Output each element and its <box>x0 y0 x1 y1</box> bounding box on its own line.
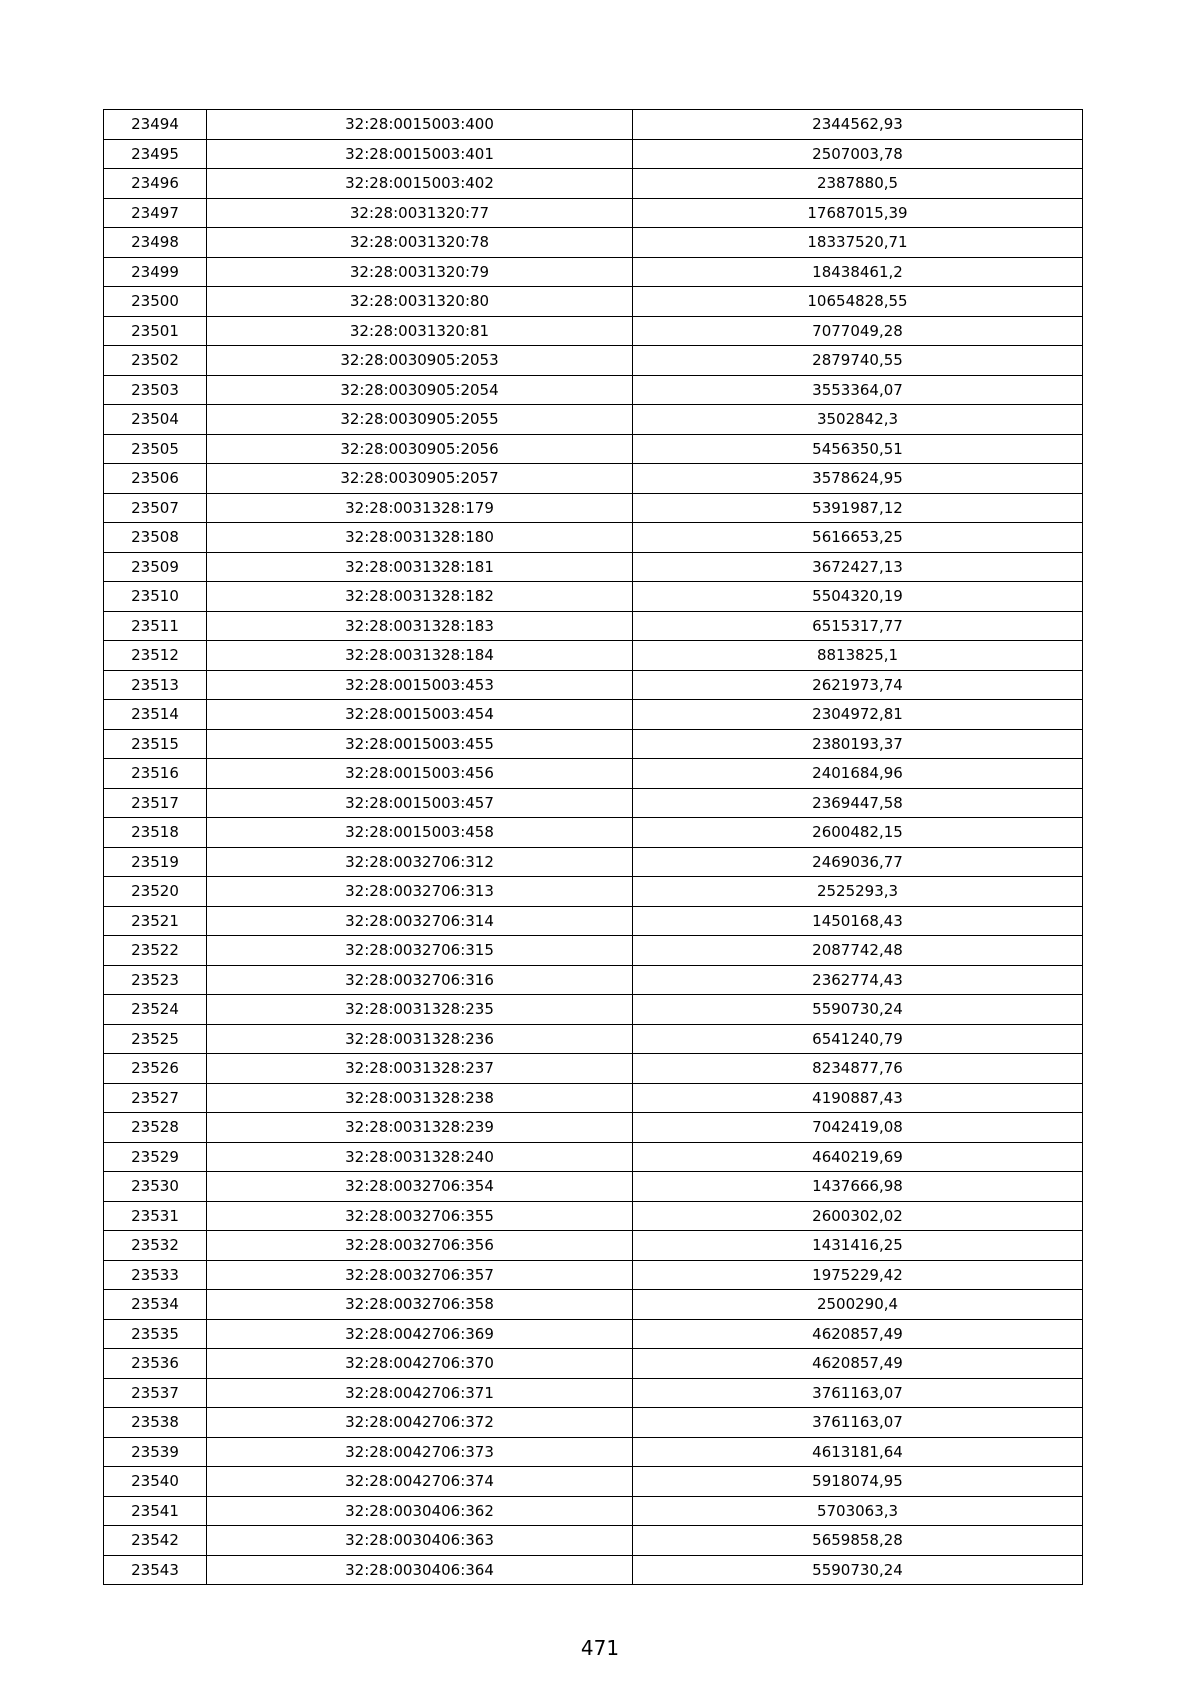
value-cell: 3761163,07 <box>633 1378 1083 1408</box>
row-number-cell: 23504 <box>104 405 207 435</box>
table-row <box>104 1172 1083 1202</box>
row-number-cell: 23535 <box>104 1319 207 1349</box>
table-row <box>104 1437 1083 1467</box>
row-number-cell: 23516 <box>104 759 207 789</box>
value-cell: 4620857,49 <box>633 1349 1083 1379</box>
table-row <box>104 346 1083 376</box>
value-cell: 8234877,76 <box>633 1054 1083 1084</box>
row-number-cell: 23536 <box>104 1349 207 1379</box>
table-row <box>104 552 1083 582</box>
cadastral-number-cell: 32:28:0015003:458 <box>207 818 633 848</box>
value-cell: 4190887,43 <box>633 1083 1083 1113</box>
cadastral-number-cell: 32:28:0042706:370 <box>207 1349 633 1379</box>
table-row <box>104 1496 1083 1526</box>
cadastral-number-cell: 32:28:0032706:356 <box>207 1231 633 1261</box>
value-cell: 2304972,81 <box>633 700 1083 730</box>
cadastral-number-cell: 32:28:0031328:183 <box>207 611 633 641</box>
table-row <box>104 110 1083 140</box>
table-row <box>104 788 1083 818</box>
table-row <box>104 287 1083 317</box>
row-number-cell: 23495 <box>104 139 207 169</box>
value-cell: 3578624,95 <box>633 464 1083 494</box>
row-number-cell: 23509 <box>104 552 207 582</box>
cadastral-number-cell: 32:28:0015003:401 <box>207 139 633 169</box>
row-number-cell: 23502 <box>104 346 207 376</box>
cadastral-number-cell: 32:28:0031320:77 <box>207 198 633 228</box>
table-row <box>104 1083 1083 1113</box>
value-cell: 2087742,48 <box>633 936 1083 966</box>
value-cell: 1437666,98 <box>633 1172 1083 1202</box>
cadastral-number-cell: 32:28:0031328:236 <box>207 1024 633 1054</box>
value-cell: 6515317,77 <box>633 611 1083 641</box>
table-row <box>104 405 1083 435</box>
cadastral-number-cell: 32:28:0031328:239 <box>207 1113 633 1143</box>
row-number-cell: 23538 <box>104 1408 207 1438</box>
value-cell: 8813825,1 <box>633 641 1083 671</box>
row-number-cell: 23519 <box>104 847 207 877</box>
table-row <box>104 1555 1083 1585</box>
value-cell: 5918074,95 <box>633 1467 1083 1497</box>
row-number-cell: 23529 <box>104 1142 207 1172</box>
row-number-cell: 23497 <box>104 198 207 228</box>
value-cell: 18438461,2 <box>633 257 1083 287</box>
value-cell: 4640219,69 <box>633 1142 1083 1172</box>
cadastral-number-cell: 32:28:0031328:237 <box>207 1054 633 1084</box>
row-number-cell: 23537 <box>104 1378 207 1408</box>
row-number-cell: 23506 <box>104 464 207 494</box>
row-number-cell: 23539 <box>104 1437 207 1467</box>
cadastral-number-cell: 32:28:0032706:314 <box>207 906 633 936</box>
row-number-cell: 23531 <box>104 1201 207 1231</box>
cadastral-number-cell: 32:28:0031328:240 <box>207 1142 633 1172</box>
table-row <box>104 759 1083 789</box>
value-cell: 2380193,37 <box>633 729 1083 759</box>
table-row <box>104 641 1083 671</box>
table-row <box>104 582 1083 612</box>
row-number-cell: 23518 <box>104 818 207 848</box>
value-cell: 7042419,08 <box>633 1113 1083 1143</box>
table-row <box>104 1201 1083 1231</box>
row-number-cell: 23511 <box>104 611 207 641</box>
table-row <box>104 1290 1083 1320</box>
row-number-cell: 23524 <box>104 995 207 1025</box>
table-row <box>104 257 1083 287</box>
value-cell: 5616653,25 <box>633 523 1083 553</box>
value-cell: 18337520,71 <box>633 228 1083 258</box>
table-row <box>104 493 1083 523</box>
row-number-cell: 23528 <box>104 1113 207 1143</box>
table-row <box>104 877 1083 907</box>
table-row <box>104 1349 1083 1379</box>
value-cell: 4613181,64 <box>633 1437 1083 1467</box>
table-row <box>104 316 1083 346</box>
cadastral-number-cell: 32:28:0030905:2054 <box>207 375 633 405</box>
table-row <box>104 1408 1083 1438</box>
value-cell: 2362774,43 <box>633 965 1083 995</box>
row-number-cell: 23542 <box>104 1526 207 1556</box>
row-number-cell: 23513 <box>104 670 207 700</box>
cadastral-number-cell: 32:28:0031328:235 <box>207 995 633 1025</box>
value-cell: 1975229,42 <box>633 1260 1083 1290</box>
table-row <box>104 198 1083 228</box>
row-number-cell: 23508 <box>104 523 207 553</box>
row-number-cell: 23496 <box>104 169 207 199</box>
row-number-cell: 23533 <box>104 1260 207 1290</box>
value-cell: 2507003,78 <box>633 139 1083 169</box>
row-number-cell: 23494 <box>104 110 207 140</box>
value-cell: 3761163,07 <box>633 1408 1083 1438</box>
table-row <box>104 670 1083 700</box>
cadastral-number-cell: 32:28:0030905:2055 <box>207 405 633 435</box>
cadastral-number-cell: 32:28:0030905:2056 <box>207 434 633 464</box>
value-cell: 3553364,07 <box>633 375 1083 405</box>
value-cell: 10654828,55 <box>633 287 1083 317</box>
table-row <box>104 464 1083 494</box>
value-cell: 5703063,3 <box>633 1496 1083 1526</box>
cadastral-number-cell: 32:28:0031320:79 <box>207 257 633 287</box>
row-number-cell: 23512 <box>104 641 207 671</box>
row-number-cell: 23541 <box>104 1496 207 1526</box>
value-cell: 5590730,24 <box>633 995 1083 1025</box>
row-number-cell: 23521 <box>104 906 207 936</box>
value-cell: 5391987,12 <box>633 493 1083 523</box>
value-cell: 2469036,77 <box>633 847 1083 877</box>
table-row <box>104 729 1083 759</box>
value-cell: 4620857,49 <box>633 1319 1083 1349</box>
table-row <box>104 523 1083 553</box>
page-number: 471 <box>580 1636 620 1660</box>
cadastral-number-cell: 32:28:0032706:358 <box>207 1290 633 1320</box>
row-number-cell: 23522 <box>104 936 207 966</box>
cadastral-number-cell: 32:28:0030905:2053 <box>207 346 633 376</box>
value-cell: 1431416,25 <box>633 1231 1083 1261</box>
table-row <box>104 1526 1083 1556</box>
row-number-cell: 23501 <box>104 316 207 346</box>
cadastral-number-cell: 32:28:0042706:371 <box>207 1378 633 1408</box>
row-number-cell: 23517 <box>104 788 207 818</box>
cadastral-number-cell: 32:28:0015003:457 <box>207 788 633 818</box>
cadastral-number-cell: 32:28:0032706:357 <box>207 1260 633 1290</box>
row-number-cell: 23510 <box>104 582 207 612</box>
table-row <box>104 818 1083 848</box>
cadastral-number-cell: 32:28:0031320:81 <box>207 316 633 346</box>
cadastral-number-cell: 32:28:0032706:354 <box>207 1172 633 1202</box>
value-cell: 1450168,43 <box>633 906 1083 936</box>
cadastral-number-cell: 32:28:0015003:402 <box>207 169 633 199</box>
cadastral-number-cell: 32:28:0042706:369 <box>207 1319 633 1349</box>
cadastral-number-cell: 32:28:0031328:181 <box>207 552 633 582</box>
table-row <box>104 611 1083 641</box>
value-cell: 7077049,28 <box>633 316 1083 346</box>
value-cell: 2344562,93 <box>633 110 1083 140</box>
value-cell: 5456350,51 <box>633 434 1083 464</box>
cadastral-number-cell: 32:28:0031320:80 <box>207 287 633 317</box>
value-cell: 5504320,19 <box>633 582 1083 612</box>
value-cell: 2500290,4 <box>633 1290 1083 1320</box>
row-number-cell: 23505 <box>104 434 207 464</box>
table-row <box>104 169 1083 199</box>
table-row <box>104 434 1083 464</box>
cadastral-number-cell: 32:28:0031320:78 <box>207 228 633 258</box>
value-cell: 5659858,28 <box>633 1526 1083 1556</box>
cadastral-number-cell: 32:28:0031328:180 <box>207 523 633 553</box>
row-number-cell: 23515 <box>104 729 207 759</box>
cadastral-number-cell: 32:28:0015003:455 <box>207 729 633 759</box>
row-number-cell: 23527 <box>104 1083 207 1113</box>
value-cell: 2879740,55 <box>633 346 1083 376</box>
cadastral-number-cell: 32:28:0032706:313 <box>207 877 633 907</box>
row-number-cell: 23543 <box>104 1555 207 1585</box>
cadastral-number-cell: 32:28:0015003:400 <box>207 110 633 140</box>
table-row <box>104 847 1083 877</box>
cadastral-number-cell: 32:28:0015003:453 <box>207 670 633 700</box>
table-row <box>104 375 1083 405</box>
row-number-cell: 23525 <box>104 1024 207 1054</box>
row-number-cell: 23530 <box>104 1172 207 1202</box>
value-cell: 6541240,79 <box>633 1024 1083 1054</box>
cadastral-number-cell: 32:28:0030406:364 <box>207 1555 633 1585</box>
value-cell: 5590730,24 <box>633 1555 1083 1585</box>
table-row <box>104 906 1083 936</box>
row-number-cell: 23514 <box>104 700 207 730</box>
row-number-cell: 23520 <box>104 877 207 907</box>
table-row <box>104 1319 1083 1349</box>
value-cell: 3672427,13 <box>633 552 1083 582</box>
value-cell: 2600302,02 <box>633 1201 1083 1231</box>
cadastral-number-cell: 32:28:0015003:454 <box>207 700 633 730</box>
cadastral-number-cell: 32:28:0031328:179 <box>207 493 633 523</box>
value-cell: 2621973,74 <box>633 670 1083 700</box>
cadastral-number-cell: 32:28:0015003:456 <box>207 759 633 789</box>
table-row <box>104 965 1083 995</box>
cadastral-number-cell: 32:28:0030406:362 <box>207 1496 633 1526</box>
table-row <box>104 1024 1083 1054</box>
row-number-cell: 23500 <box>104 287 207 317</box>
table-row <box>104 700 1083 730</box>
cadastral-number-cell: 32:28:0032706:355 <box>207 1201 633 1231</box>
row-number-cell: 23534 <box>104 1290 207 1320</box>
cadastral-number-cell: 32:28:0031328:184 <box>207 641 633 671</box>
table-row <box>104 1467 1083 1497</box>
table-body <box>104 110 1083 1585</box>
table-row <box>104 1054 1083 1084</box>
row-number-cell: 23503 <box>104 375 207 405</box>
cadastral-number-cell: 32:28:0042706:373 <box>207 1437 633 1467</box>
table-row <box>104 228 1083 258</box>
cadastral-number-cell: 32:28:0031328:182 <box>207 582 633 612</box>
value-cell: 2525293,3 <box>633 877 1083 907</box>
table-row <box>104 1260 1083 1290</box>
row-number-cell: 23532 <box>104 1231 207 1261</box>
table-row <box>104 139 1083 169</box>
table-row <box>104 1113 1083 1143</box>
value-cell: 2387880,5 <box>633 169 1083 199</box>
cadastral-number-cell: 32:28:0030905:2057 <box>207 464 633 494</box>
value-cell: 2600482,15 <box>633 818 1083 848</box>
row-number-cell: 23499 <box>104 257 207 287</box>
row-number-cell: 23523 <box>104 965 207 995</box>
cadastral-number-cell: 32:28:0031328:238 <box>207 1083 633 1113</box>
table-row <box>104 995 1083 1025</box>
value-cell: 2401684,96 <box>633 759 1083 789</box>
value-cell: 3502842,3 <box>633 405 1083 435</box>
cadastral-number-cell: 32:28:0042706:372 <box>207 1408 633 1438</box>
data-table <box>103 109 1083 1585</box>
table-row <box>104 1378 1083 1408</box>
cadastral-number-cell: 32:28:0032706:312 <box>207 847 633 877</box>
value-cell: 2369447,58 <box>633 788 1083 818</box>
table-row <box>104 1142 1083 1172</box>
cadastral-number-cell: 32:28:0032706:315 <box>207 936 633 966</box>
row-number-cell: 23507 <box>104 493 207 523</box>
row-number-cell: 23540 <box>104 1467 207 1497</box>
table-row <box>104 936 1083 966</box>
cadastral-number-cell: 32:28:0042706:374 <box>207 1467 633 1497</box>
cadastral-number-cell: 32:28:0032706:316 <box>207 965 633 995</box>
table-row <box>104 1231 1083 1261</box>
row-number-cell: 23498 <box>104 228 207 258</box>
cadastral-number-cell: 32:28:0030406:363 <box>207 1526 633 1556</box>
value-cell: 17687015,39 <box>633 198 1083 228</box>
row-number-cell: 23526 <box>104 1054 207 1084</box>
